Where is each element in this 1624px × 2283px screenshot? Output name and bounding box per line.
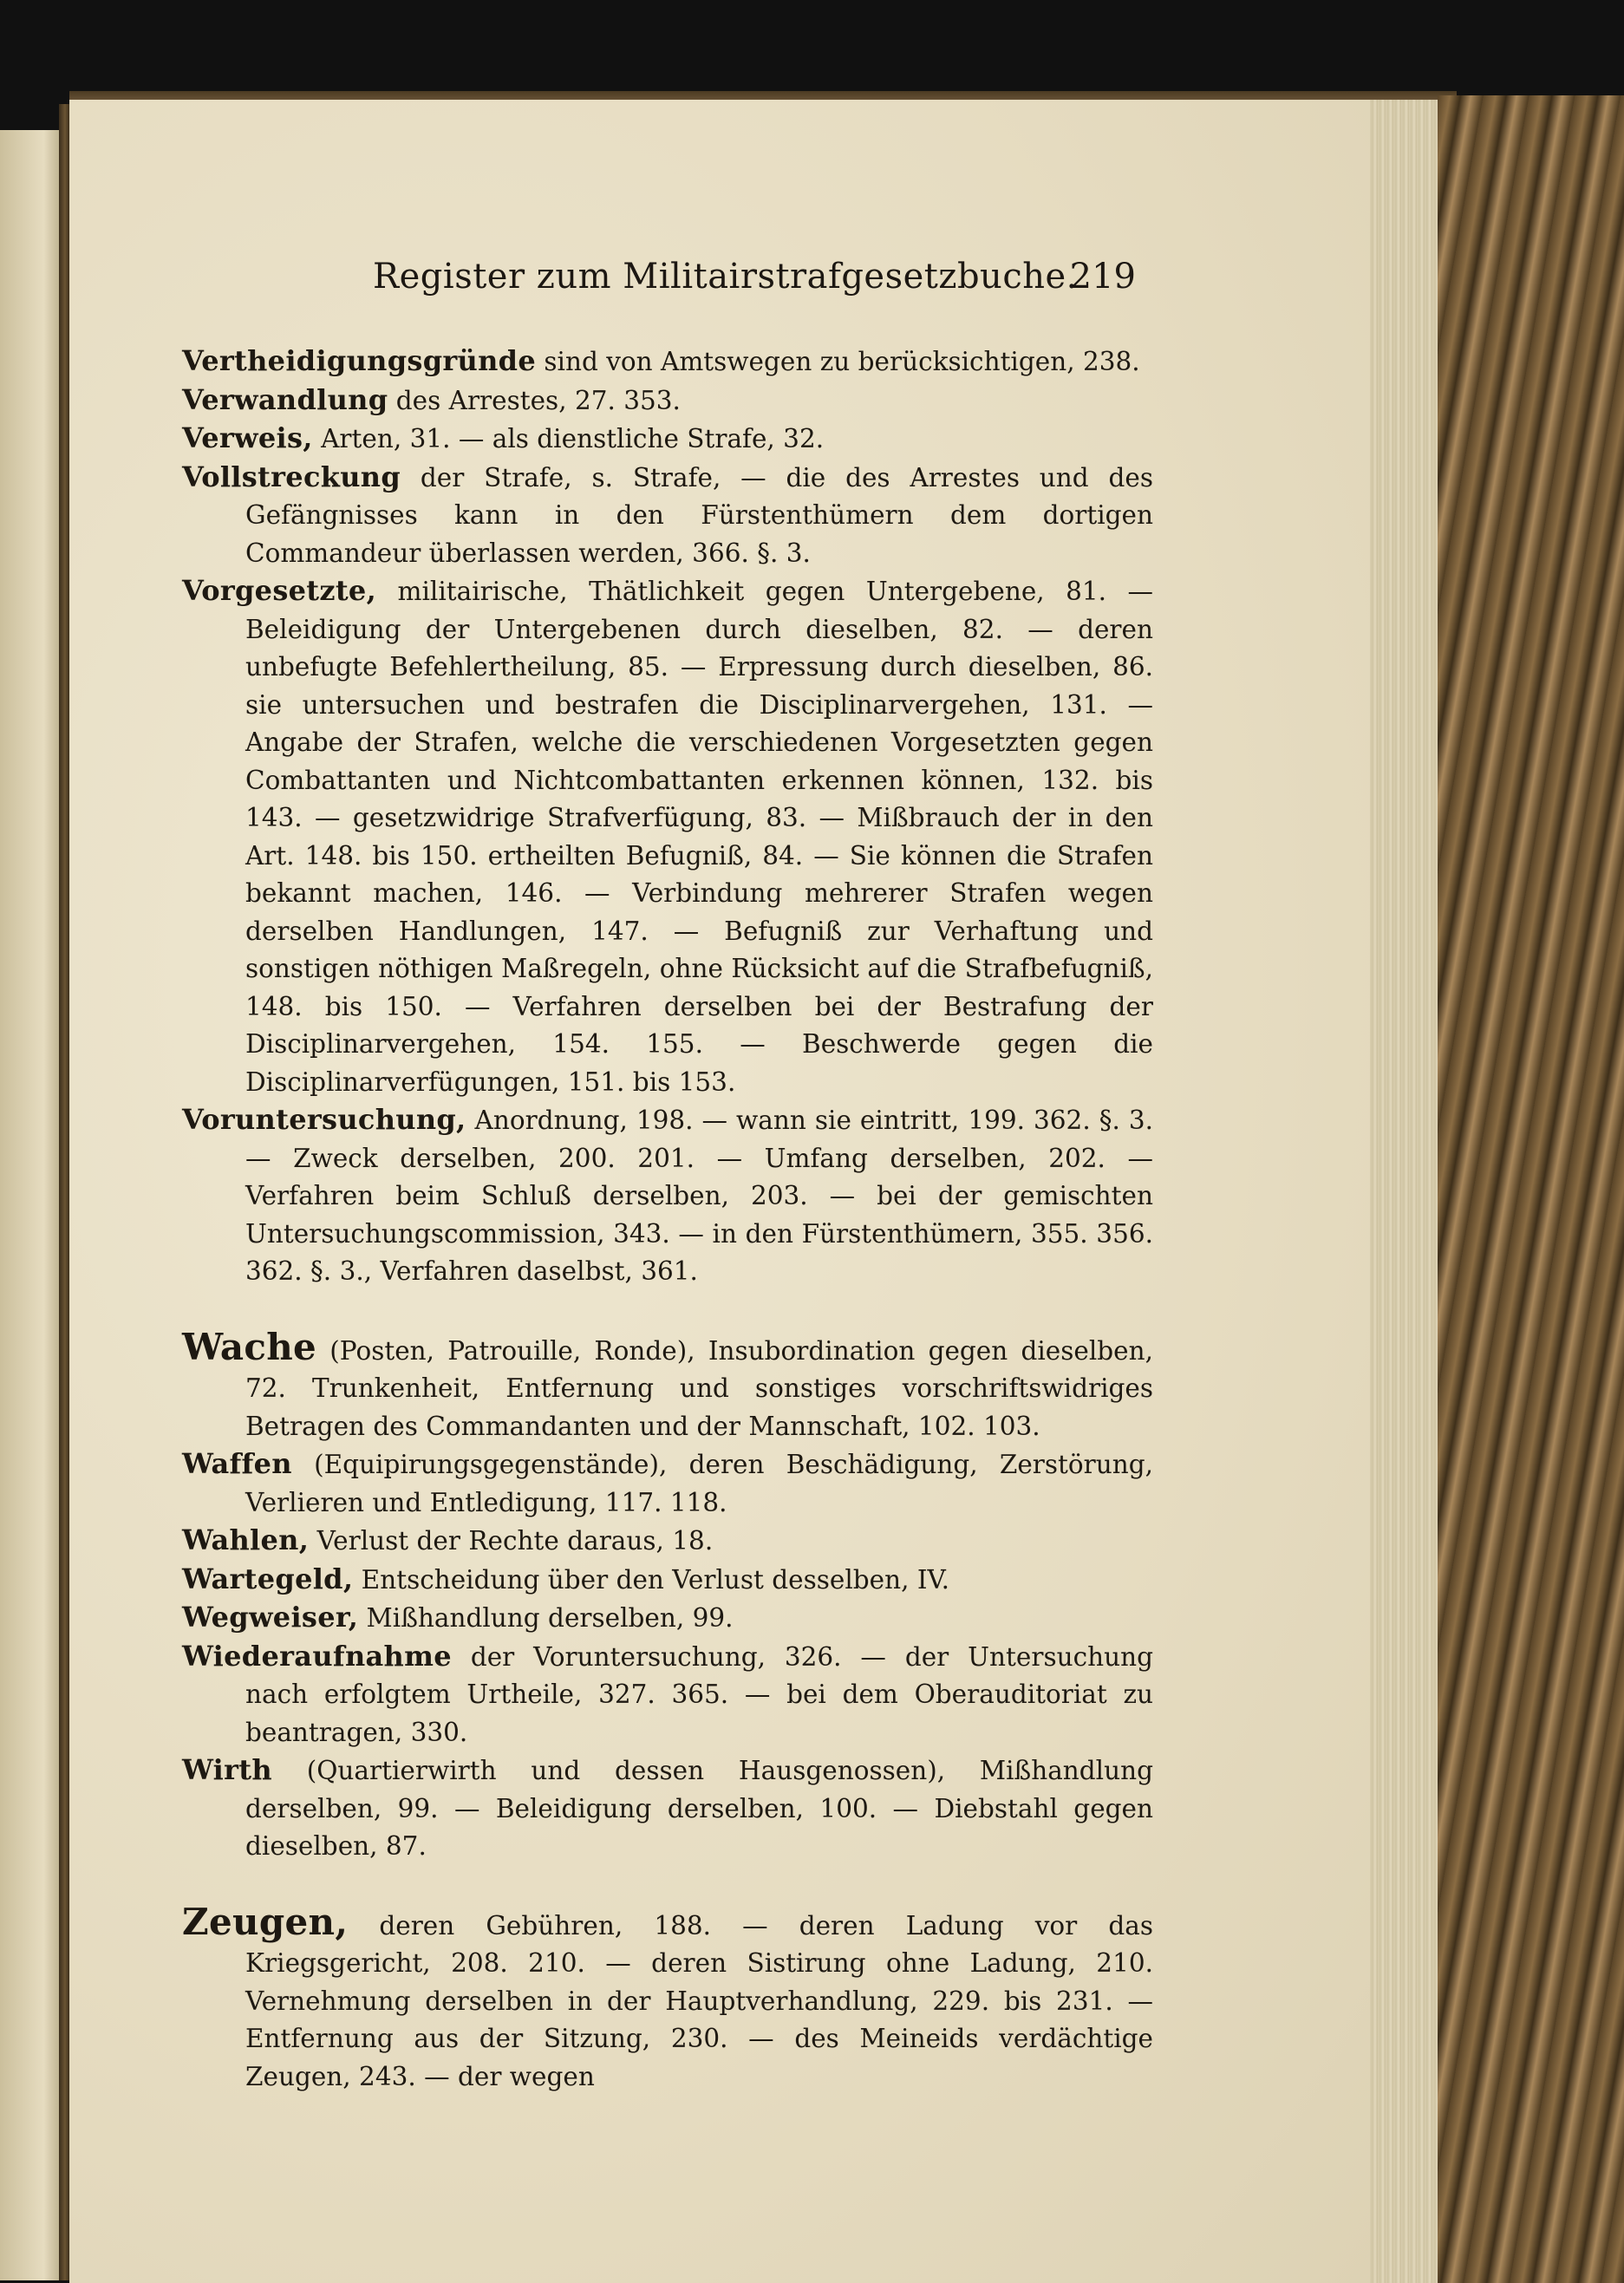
- entry-text: deren Gebühren, 188. — deren Ladung vor das Kriegsgericht, 208. 210. — deren Sistirung ohne Ladung, 210. Vernehmung derselben in der Hauptverhandlung, 229. bis 231. — Entfernung aus der Sitzung, 230. — des Meineids verdächtige Zeugen, 243. — der wegen: [245, 1910, 1153, 2091]
- register-entry: [182, 572, 1153, 1101]
- entry-headword: Vorgesetzte,: [182, 574, 377, 607]
- register-entry: [182, 342, 1153, 382]
- register-entry: [182, 382, 1153, 421]
- register-entry: [182, 420, 1153, 459]
- entry-text: Arten, 31. — als dienstliche Strafe, 32.: [312, 424, 825, 453]
- entry-headword: Voruntersuchung,: [182, 1103, 466, 1136]
- entry-headword: Wirth: [182, 1753, 272, 1786]
- running-title: Register zum Militairstrafgesetzbuche.: [373, 257, 1078, 297]
- entry-headword: Waffen: [182, 1447, 292, 1480]
- entry-text: der Strafe, s. Strafe, — die des Arrestes und des Gefängnisses kann in den Fürstenthümern dem dortigen Commandeur überlassen werden, 366. §. 3.: [245, 462, 1153, 568]
- page-block-edge: [1370, 100, 1438, 2283]
- entry-headword: Wahlen,: [182, 1523, 310, 1556]
- register-entry: [182, 1599, 1153, 1638]
- entry-text: des Arrestes, 27. 353.: [388, 385, 681, 415]
- page-number: 219: [1069, 257, 1136, 297]
- entry-headword: Vertheidigungsgründe: [182, 344, 536, 377]
- entry-text: der Voruntersuchung, 326. — der Untersuchung nach erfolgtem Urtheile, 327. 365. — bei dem Oberauditoriat zu beantragen, 330.: [245, 1641, 1153, 1747]
- entry-headword: Wegweiser,: [182, 1601, 359, 1634]
- entry-text: sind von Amtswegen zu berücksichtigen, 238.: [536, 347, 1140, 376]
- entry-text: Entscheidung über den Verlust desselben, IV.: [353, 1564, 950, 1595]
- entry-text: Mißhandlung derselben, 99.: [358, 1603, 734, 1633]
- register-entry: [182, 459, 1153, 573]
- register-entry: [182, 1900, 1153, 2097]
- entry-text: (Quartierwirth und dessen Hausgenossen), Mißhandlung derselben, 99. — Beleidigung derselben, 100. — Diebstahl gegen dieselben, 87.: [245, 1756, 1153, 1861]
- register-entry: [182, 1561, 1153, 1600]
- entry-text: (Posten, Patrouille, Ronde), Insubordination gegen dieselben, 72. Trunkenheit, Entfernung und sonstiges vorschriftswidriges Betragen des Commandanten und der Mannschaft, 102. 103.: [245, 1335, 1153, 1441]
- entry-headword: Wache: [182, 1325, 317, 1368]
- register-entry: [182, 1638, 1153, 1752]
- register-entry: [182, 1101, 1153, 1291]
- entry-text: Verlust der Rechte daraus, 18.: [309, 1526, 714, 1556]
- entry-headword: Wiederaufnahme: [182, 1639, 452, 1673]
- entry-text: Anordnung, 198. — wann sie eintritt, 199. 362. §. 3. — Zweck derselben, 200. 201. — Umfang derselben, 202. — Verfahren beim Schluß derselben, 203. — bei der gemischten Untersuchungscommission, 343. — in den Fürstenthümern, 355. 356. 362. §. 3., Verfahren daselbst, 361.: [245, 1106, 1153, 1286]
- register-entries: [182, 342, 1153, 2096]
- entry-headword: Verweis,: [182, 421, 313, 454]
- entry-text: (Equipirungsgegenstände), deren Beschädigung, Zerstörung, Verlieren und Entledigung, 117. 118.: [245, 1450, 1153, 1517]
- entry-headword: Vollstreckung: [182, 460, 401, 493]
- facing-page-edge: [0, 130, 62, 2280]
- entry-headword: Wartegeld,: [182, 1562, 354, 1595]
- register-entry: [182, 1522, 1153, 1561]
- entry-text: militairische, Thätlichkeit gegen Untergebene, 81. — Beleidigung der Untergebenen durch dieselben, 82. — deren unbefugte Befehlertheilung, 85. — Erpressung durch dieselben, 86. sie untersuchen und bestrafen die Disciplinarvergehen, 131. — Angabe der Strafen, welche die verschiedenen Vorgesetzten gegen Combattanten und Nichtcombattanten erkennen können, 132. bis 143. — gesetzwidrige Strafverfügung, 83. — Mißbrauch der in den Art. 148. bis 150. ertheilten Befugniß, 84. — Sie können die Strafen bekannt machen, 146. — Verbindung mehrerer Strafen wegen derselben Handlungen, 147. — Befugniß zur Verhaftung und sonstigen nöthigen Maßregeln, ohne Rücksicht auf die Strafbefugniß, 148. bis 150. — Verfahren derselben bei der Bestrafung der Disciplinarvergehen, 154. 155. — Beschwerde gegen die Disciplinarverfügungen, 151. bis 153.: [245, 577, 1153, 1097]
- marbled-cover: [1438, 95, 1624, 2283]
- register-entry: [182, 1325, 1153, 1446]
- entry-headword: Verwandlung: [182, 382, 388, 416]
- register-entry: [182, 1751, 1153, 1866]
- register-entry: [182, 1445, 1153, 1522]
- entry-headword: Zeugen,: [182, 1900, 349, 1943]
